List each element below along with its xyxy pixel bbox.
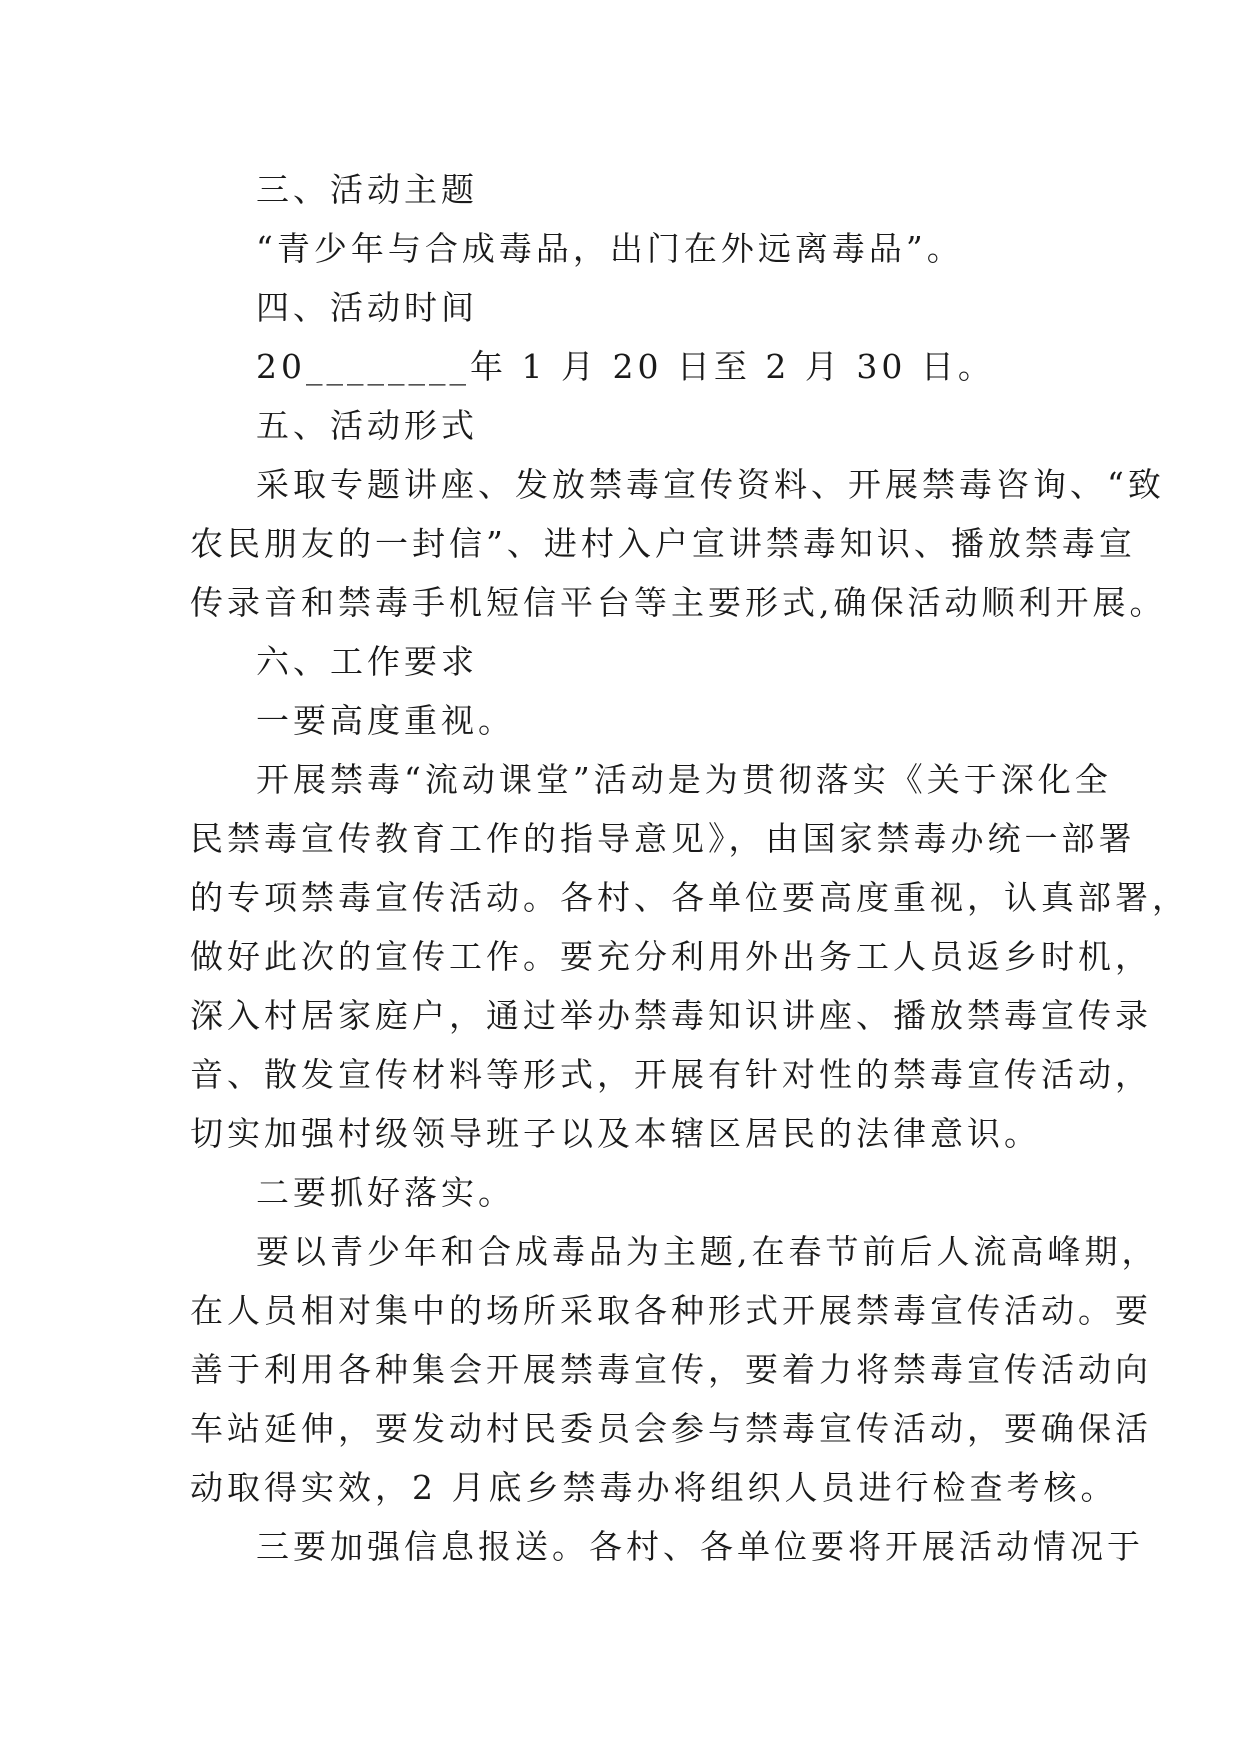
paragraph-line: 开展禁毒“流动课堂”活动是为贯彻落实《关于深化全 [256,760,1112,799]
section-heading-theme: 三、活动主题 [256,170,478,209]
paragraph-line: 传录音和禁毒手机短信平台等主要形式,确保活动顺利开展。 [190,583,1167,622]
theme-text: “青少年与合成毒品，出门在外远离毒品”。 [256,229,964,268]
section-heading-time: 四、活动时间 [256,288,478,327]
paragraph-line: 采取专题讲座、发放禁毒宣传资料、开展禁毒咨询、“致 [256,465,1165,504]
paragraph-line: 要以青少年和合成毒品为主题,在春节前后人流高峰期， [256,1232,1159,1271]
paragraph-line: 善于利用各种集会开展禁毒宣传，要着力将禁毒宣传活动向 [190,1350,1152,1389]
paragraph-line: 农民朋友的一封信”、进村入户宣讲禁毒知识、播放禁毒宣 [190,524,1136,563]
paragraph-line: 动取得实效，2 月底乡禁毒办将组织人员进行检查考核。 [190,1468,1118,1507]
document-body [190,160,1189,1576]
time-text: 20________年 1 月 20 日至 2 月 30 日。 [256,347,995,386]
subheading-two: 二要抓好落实。 [256,1173,515,1212]
paragraph-line: 的专项禁毒宣传活动。各村、各单位要高度重视，认真部署， [190,878,1189,917]
section-heading-requirements: 六、工作要求 [256,642,478,681]
paragraph-line: 车站延伸，要发动村民委员会参与禁毒宣传活动，要确保活 [190,1409,1152,1448]
paragraph-line: 做好此次的宣传工作。要充分利用外出务工人员返乡时机， [190,937,1152,976]
section-heading-format: 五、活动形式 [256,406,478,445]
paragraph-line: 在人员相对集中的场所采取各种形式开展禁毒宣传活动。要 [190,1291,1152,1330]
paragraph-line: 音、散发宣传材料等形式，开展有针对性的禁毒宣传活动， [190,1055,1152,1094]
subheading-three: 三要加强信息报送。各村、各单位要将开展活动情况于 [256,1527,1144,1566]
paragraph-line: 切实加强村级领导班子以及本辖区居民的法律意识。 [190,1114,1041,1153]
paragraph-line: 深入村居家庭户，通过举办禁毒知识讲座、播放禁毒宣传录 [190,996,1152,1035]
paragraph-line: 民禁毒宣传教育工作的指导意见》，由国家禁毒办统一部署 [190,819,1136,858]
subheading-one: 一要高度重视。 [256,701,515,740]
